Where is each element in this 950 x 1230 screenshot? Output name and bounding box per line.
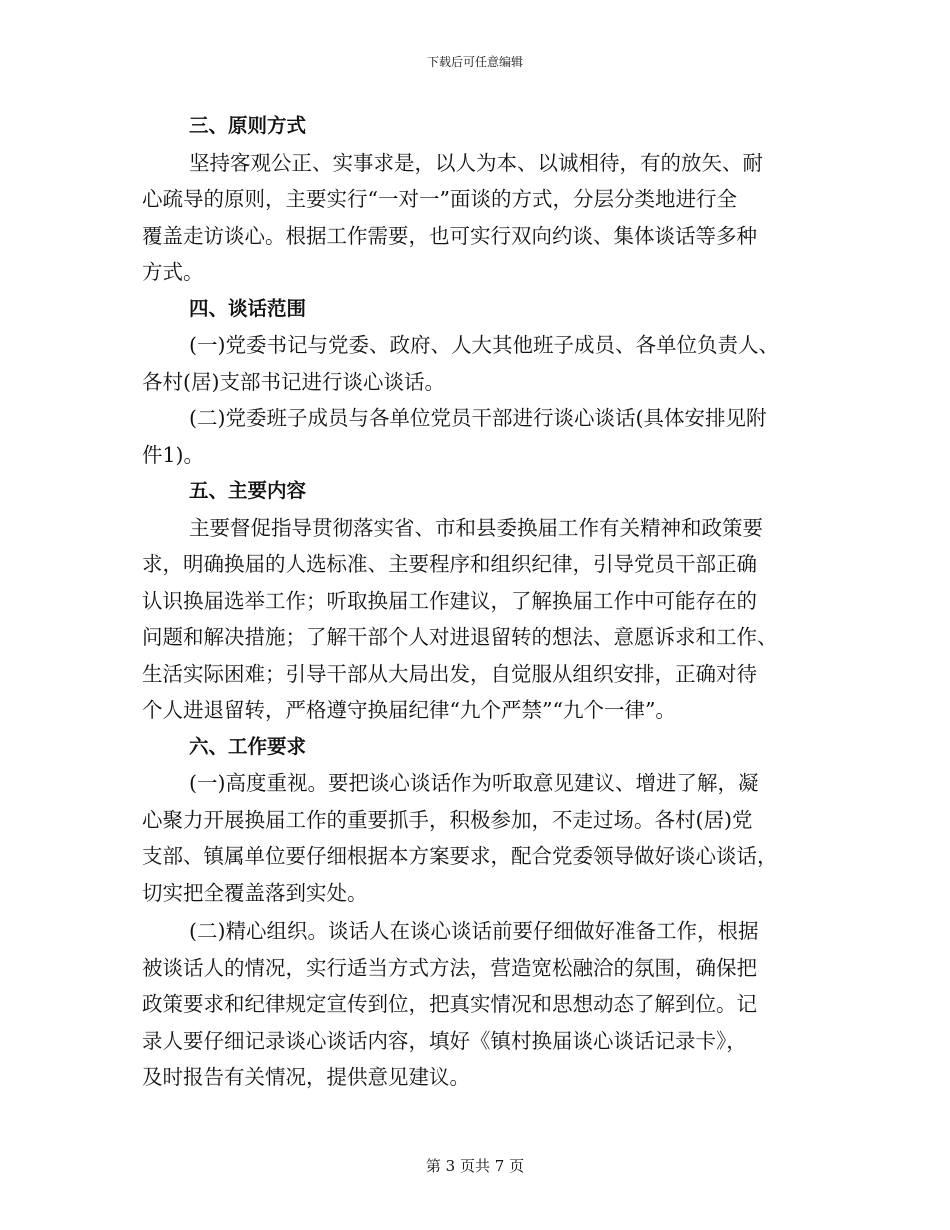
section-heading-content: 五、主要内容 [189, 479, 307, 502]
paragraph-line: 主要督促指导贯彻落实省、市和县委换届工作有关精神和政策要 [189, 515, 763, 540]
paragraph-line: (一)高度重视。要把谈心谈话作为听取意见建议、增进了解，凝 [189, 771, 759, 795]
paragraph-line: 心聚力开展换届工作的重要抓手，积极参加，不走过场。各村(居)党 [142, 807, 753, 832]
paragraph-line: 录人要仔细记录谈心谈话内容，填好《镇村换届谈心谈话记录卡》， [142, 1028, 747, 1053]
paragraph-line: (二)党委班子成员与各单位党员干部进行谈心谈话(具体安排见附 [189, 406, 767, 430]
paragraph-line: 覆盖走访谈心。根据工作需要，也可实行双向约谈、集体谈话等多种 [142, 223, 757, 248]
section-heading-requirements: 六、工作要求 [189, 734, 307, 758]
page-footer: 第 3 页共 7 页 [425, 1157, 525, 1175]
paragraph-line: (二)精心组织。谈话人在谈心谈话前要仔细做好准备工作，根据 [189, 919, 759, 943]
paragraph-line: 个人进退留转，严格遵守换届纪律“九个严禁”“九个一律”。 [142, 698, 676, 722]
paragraph-line: 各村(居)支部书记进行谈心谈话。 [142, 369, 445, 394]
paragraph-line: 生活实际困难；引导干部从大局出发，自觉服从组织安排，正确对待 [142, 661, 757, 686]
section-heading-principles: 三、原则方式 [189, 114, 307, 137]
paragraph-line: 件1)。 [142, 442, 205, 467]
paragraph-line: 坚持客观公正、实事求是，以人为本、以诚相待，有的放矢、耐 [189, 150, 763, 175]
paragraph-line: 被谈话人的情况，实行适当方式方法，营造宽松融洽的氛围，确保把 [142, 955, 757, 980]
paragraph-line: 及时报告有关情况，提供意见建议。 [142, 1065, 470, 1089]
paragraph-line: 方式。 [142, 260, 204, 284]
section-heading-scope: 四、谈话范围 [189, 296, 307, 320]
paragraph-line: 心疏导的原则，主要实行“一对一”面谈的方式，分层分类地进行全 [142, 187, 737, 211]
paragraph-line: 政策要求和纪律规定宣传到位，把真实情况和思想动态了解到位。记 [142, 992, 757, 1016]
document-body [142, 108, 814, 1096]
page-header: 下载后可任意编辑 [426, 55, 523, 69]
paragraph-line: 切实把全覆盖落到实处。 [142, 880, 368, 905]
paragraph-line: (一)党委书记与党委、政府、人大其他班子成员、各单位负责人、 [189, 333, 779, 357]
paragraph-line: 问题和解决措施；了解干部个人对进退留转的想法、意愿诉求和工作、 [142, 625, 778, 649]
paragraph-line: 求，明确换届的人选标准、主要程序和组织纪律，引导党员干部正确 [142, 552, 757, 576]
paragraph-line: 认识换届选举工作；听取换届工作建议，了解换届工作中可能存在的 [142, 588, 757, 613]
paragraph-line: 支部、镇属单位要仔细根据本方案要求，配合党委领导做好谈心谈话， [142, 844, 778, 868]
